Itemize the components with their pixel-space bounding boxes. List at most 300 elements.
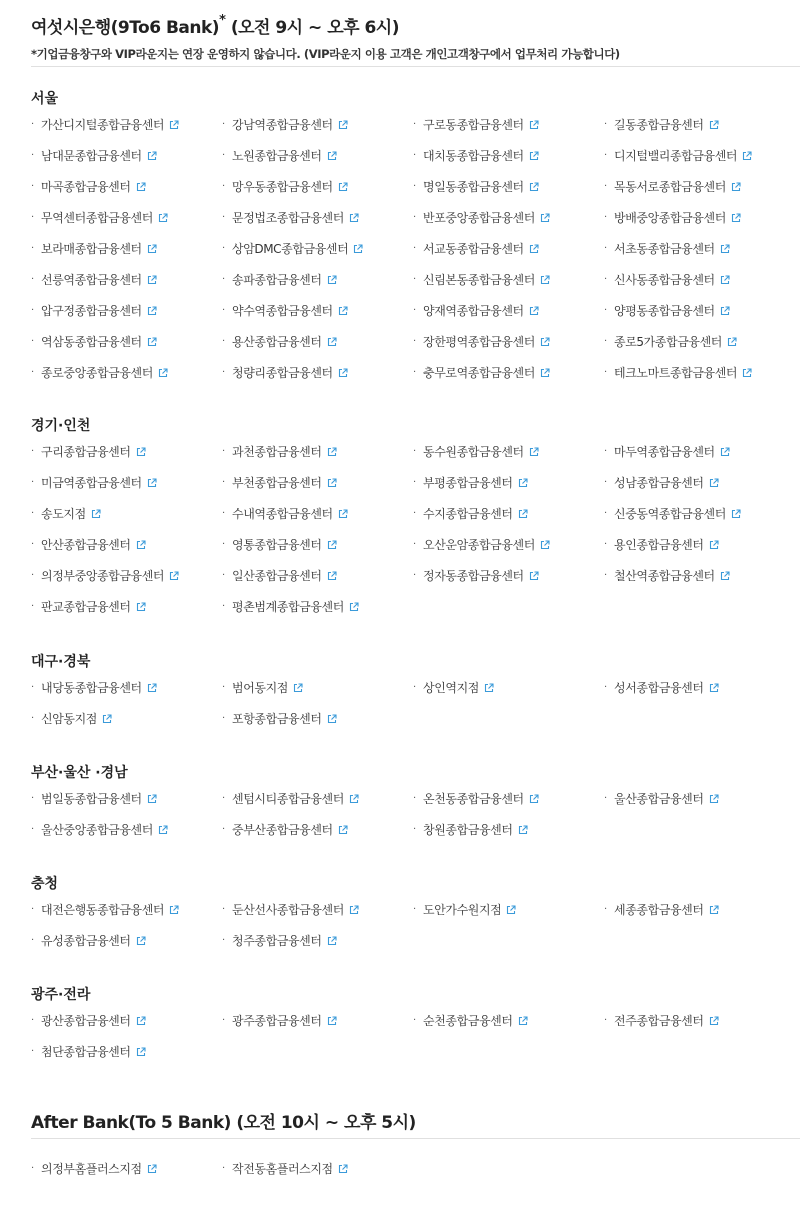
branch-link[interactable] (604, 177, 800, 196)
branch-name[interactable]: 서초동종합금융센터 (614, 242, 715, 256)
branch-name[interactable]: 범어동지점 (232, 681, 288, 695)
bullet-dot-icon: · (604, 682, 607, 693)
branch-link[interactable] (31, 363, 222, 382)
region-title: 서울 (31, 91, 59, 107)
branch-name[interactable]: 판교종합금융센터 (41, 600, 131, 614)
branch-link[interactable] (222, 363, 413, 382)
branch-name[interactable]: 방배중앙종합금융센터 (614, 211, 726, 225)
external-link-icon[interactable] (147, 1164, 157, 1174)
external-link-icon[interactable] (327, 936, 337, 946)
branch-name[interactable]: 종로5가종합금융센터 (614, 335, 722, 349)
branch-link[interactable] (222, 597, 413, 616)
branch-name[interactable]: 평촌범계종합금융센터 (232, 600, 344, 614)
branch-link[interactable] (31, 442, 222, 461)
branch-name[interactable]: 청주종합금융센터 (232, 934, 322, 948)
external-link-icon[interactable] (327, 714, 337, 724)
branch-link[interactable] (31, 239, 222, 258)
external-link-icon[interactable] (540, 368, 550, 378)
external-link-icon[interactable] (327, 337, 337, 347)
bullet-dot-icon: · (31, 904, 34, 915)
external-link-icon[interactable] (349, 905, 359, 915)
branch-name[interactable]: 목동서로종합금융센터 (614, 180, 726, 194)
branch-name[interactable]: 강남역종합금융센터 (232, 118, 333, 132)
external-link-icon[interactable] (349, 213, 359, 223)
branch-link[interactable] (31, 789, 222, 808)
branch-link[interactable] (31, 115, 222, 134)
branch-link[interactable] (604, 900, 800, 919)
branch-link[interactable] (222, 301, 413, 320)
external-link-icon[interactable] (529, 244, 539, 254)
branch-name[interactable]: 둔산선사종합금융센터 (232, 903, 344, 917)
branch-name[interactable]: 종로중앙종합금융센터 (41, 366, 153, 380)
branch-name[interactable]: 신사동종합금융센터 (614, 273, 715, 287)
bullet-dot-icon: · (604, 570, 607, 581)
external-link-icon[interactable] (102, 714, 112, 724)
external-link-icon[interactable] (147, 794, 157, 804)
branch-name[interactable]: 광주종합금융센터 (232, 1014, 322, 1028)
external-link-icon[interactable] (709, 540, 719, 550)
branch-link[interactable] (413, 301, 604, 320)
branch-link[interactable] (31, 597, 222, 616)
branch-name[interactable]: 대치동종합금융센터 (423, 149, 524, 163)
branch-link[interactable] (604, 301, 800, 320)
branch-name[interactable]: 의정부중앙종합금융센터 (41, 569, 165, 583)
external-link-icon[interactable] (709, 905, 719, 915)
external-link-icon[interactable] (349, 602, 359, 612)
external-link-icon[interactable] (136, 182, 146, 192)
external-link-icon[interactable] (338, 1164, 348, 1174)
external-link-icon[interactable] (709, 120, 719, 130)
bullet-dot-icon: · (222, 477, 225, 488)
bullet-dot-icon: · (413, 824, 416, 835)
bullet-dot-icon: · (604, 508, 607, 519)
branch-link[interactable] (222, 566, 413, 585)
branch-name[interactable]: 디지털밸리종합금융센터 (614, 149, 738, 163)
branch-link[interactable] (31, 208, 222, 227)
branch-link[interactable] (222, 789, 413, 808)
external-link-icon[interactable] (169, 571, 179, 581)
branch-link[interactable] (31, 678, 222, 697)
external-link-icon[interactable] (158, 213, 168, 223)
external-link-icon[interactable] (709, 478, 719, 488)
external-link-icon[interactable] (293, 683, 303, 693)
section-title-mark: * (219, 13, 226, 29)
bullet-dot-icon: · (31, 1015, 34, 1026)
branch-link[interactable] (222, 270, 413, 289)
branch-name[interactable]: 압구정종합금융센터 (41, 304, 142, 318)
external-link-icon[interactable] (742, 368, 752, 378)
branch-name[interactable]: 양재역종합금융센터 (423, 304, 524, 318)
bullet-dot-icon: · (31, 212, 34, 223)
branch-link[interactable] (413, 270, 604, 289)
branch-link[interactable] (31, 301, 222, 320)
branch-name[interactable]: 세종종합금융센터 (614, 903, 704, 917)
bullet-dot-icon: · (222, 682, 225, 693)
region-title: 경기·인천 (31, 418, 91, 434)
branch-name[interactable]: 부평종합금융센터 (423, 476, 513, 490)
branch-name[interactable]: 신암동지점 (41, 712, 97, 726)
external-link-icon[interactable] (518, 478, 528, 488)
branch-name[interactable]: 첨단종합금융센터 (41, 1045, 131, 1059)
branch-name[interactable]: 동수원종합금융센터 (423, 445, 524, 459)
branch-link[interactable] (604, 535, 800, 554)
branch-name[interactable]: 영통종합금융센터 (232, 538, 322, 552)
external-link-icon[interactable] (338, 306, 348, 316)
branch-link[interactable] (413, 442, 604, 461)
external-link-icon[interactable] (529, 182, 539, 192)
branch-name[interactable]: 송도지점 (41, 507, 86, 521)
branch-link[interactable] (413, 115, 604, 134)
branch-name[interactable]: 장한평역종합금융센터 (423, 335, 535, 349)
branch-list (31, 678, 800, 740)
branch-list (31, 1011, 800, 1073)
branch-link[interactable] (222, 115, 413, 134)
external-link-icon[interactable] (136, 540, 146, 550)
external-link-icon[interactable] (540, 540, 550, 550)
branch-link[interactable] (604, 239, 800, 258)
branch-link[interactable] (222, 332, 413, 351)
external-link-icon[interactable] (484, 683, 494, 693)
branch-link[interactable] (413, 820, 604, 839)
branch-link[interactable] (604, 146, 800, 165)
branch-link[interactable] (604, 270, 800, 289)
branch-link[interactable] (31, 535, 222, 554)
external-link-icon[interactable] (327, 447, 337, 457)
branch-link[interactable] (31, 1159, 222, 1178)
branch-name[interactable]: 역삼동종합금융센터 (41, 335, 142, 349)
external-link-icon[interactable] (136, 936, 146, 946)
branch-name[interactable]: 광산종합금융센터 (41, 1014, 131, 1028)
branch-name[interactable]: 보라매종합금융센터 (41, 242, 142, 256)
external-link-icon[interactable] (327, 1016, 337, 1026)
bullet-dot-icon: · (31, 793, 34, 804)
region-title: 광주·전라 (31, 987, 91, 1003)
branch-link[interactable] (222, 678, 413, 697)
external-link-icon[interactable] (338, 825, 348, 835)
external-link-icon[interactable] (147, 244, 157, 254)
branch-link[interactable] (222, 239, 413, 258)
branch-name[interactable]: 오산운암종합금융센터 (423, 538, 535, 552)
branch-name[interactable]: 창원종합금융센터 (423, 823, 513, 837)
external-link-icon[interactable] (338, 368, 348, 378)
branch-name[interactable]: 송파종합금융센터 (232, 273, 322, 287)
branch-name[interactable]: 노원종합금융센터 (232, 149, 322, 163)
branch-link[interactable] (31, 270, 222, 289)
external-link-icon[interactable] (338, 509, 348, 519)
branch-link[interactable] (31, 1011, 222, 1030)
branch-name[interactable]: 부천종합금융센터 (232, 476, 322, 490)
bullet-dot-icon: · (222, 935, 225, 946)
branch-link[interactable] (413, 504, 604, 523)
external-link-icon[interactable] (353, 244, 363, 254)
branch-link[interactable] (222, 931, 413, 950)
branch-name[interactable]: 충무로역종합금융센터 (423, 366, 535, 380)
branch-name[interactable]: 문정법조종합금융센터 (232, 211, 344, 225)
external-link-icon[interactable] (158, 825, 168, 835)
bullet-dot-icon: · (222, 601, 225, 612)
branch-name[interactable]: 중부산종합금융센터 (232, 823, 333, 837)
bullet-dot-icon: · (604, 336, 607, 347)
branch-list (31, 115, 800, 394)
branch-name[interactable]: 마두역종합금융센터 (614, 445, 715, 459)
branch-name[interactable]: 성남종합금융센터 (614, 476, 704, 490)
external-link-icon[interactable] (169, 905, 179, 915)
branch-link[interactable] (604, 789, 800, 808)
branch-name[interactable]: 울산종합금융센터 (614, 792, 704, 806)
branch-link[interactable] (222, 177, 413, 196)
branch-link[interactable] (222, 473, 413, 492)
section-title-after-bank: After Bank(To 5 Bank) (오전 10시 ~ 오후 5시) (31, 1113, 416, 1133)
branch-name[interactable]: 남대문종합금융센터 (41, 149, 142, 163)
branch-link[interactable] (413, 789, 604, 808)
branch-link[interactable] (604, 504, 800, 523)
bullet-dot-icon: · (222, 212, 225, 223)
branch-name[interactable]: 내당동종합금융센터 (41, 681, 142, 695)
bullet-dot-icon: · (604, 212, 607, 223)
external-link-icon[interactable] (338, 182, 348, 192)
branch-link[interactable] (413, 535, 604, 554)
external-link-icon[interactable] (540, 337, 550, 347)
branch-name[interactable]: 안산종합금융센터 (41, 538, 131, 552)
branch-link[interactable] (413, 208, 604, 227)
branch-name[interactable]: 의정부홈플러스지점 (41, 1162, 142, 1176)
branch-link[interactable] (222, 820, 413, 839)
external-link-icon[interactable] (327, 478, 337, 488)
external-link-icon[interactable] (529, 571, 539, 581)
bullet-dot-icon: · (413, 336, 416, 347)
branch-name[interactable]: 구로동종합금융센터 (423, 118, 524, 132)
branch-link[interactable] (31, 332, 222, 351)
external-link-icon[interactable] (540, 275, 550, 285)
branch-name[interactable]: 양평동종합금융센터 (614, 304, 715, 318)
branch-list (31, 442, 800, 628)
notice-text: *기업금융창구와 VIP라운지는 연장 운영하지 않습니다. (VIP라운지 이용 고객은 개인고객창구에서 업무처리 가능합니다) (31, 47, 620, 61)
external-link-icon[interactable] (720, 244, 730, 254)
branch-link[interactable] (222, 442, 413, 461)
bullet-dot-icon: · (222, 150, 225, 161)
bullet-dot-icon: · (31, 601, 34, 612)
branch-link[interactable] (31, 820, 222, 839)
external-link-icon[interactable] (529, 447, 539, 457)
external-link-icon[interactable] (147, 151, 157, 161)
branch-link[interactable] (31, 177, 222, 196)
branch-name[interactable]: 길동종합금융센터 (614, 118, 704, 132)
external-link-icon[interactable] (147, 337, 157, 347)
external-link-icon[interactable] (506, 905, 516, 915)
external-link-icon[interactable] (136, 602, 146, 612)
external-link-icon[interactable] (518, 509, 528, 519)
branch-link[interactable] (604, 363, 800, 382)
branch-name[interactable]: 가산디지털종합금융센터 (41, 118, 165, 132)
branch-link[interactable] (413, 146, 604, 165)
branch-link[interactable] (222, 208, 413, 227)
branch-link[interactable] (31, 504, 222, 523)
branch-link[interactable] (413, 1011, 604, 1030)
external-link-icon[interactable] (147, 478, 157, 488)
branch-link[interactable] (31, 146, 222, 165)
branch-link[interactable] (222, 900, 413, 919)
branch-link[interactable] (604, 1011, 800, 1030)
bullet-dot-icon: · (604, 243, 607, 254)
region-title: 부산·울산 ·경남 (31, 765, 128, 781)
branch-link[interactable] (604, 473, 800, 492)
external-link-icon[interactable] (327, 540, 337, 550)
external-link-icon[interactable] (349, 794, 359, 804)
branch-link[interactable] (222, 709, 413, 728)
branch-name[interactable]: 대전은행동종합금융센터 (41, 903, 165, 917)
bullet-dot-icon: · (222, 181, 225, 192)
branch-name[interactable]: 반포중앙종합금융센터 (423, 211, 535, 225)
bullet-dot-icon: · (413, 682, 416, 693)
branch-name[interactable]: 센텀시티종합금융센터 (232, 792, 344, 806)
branch-name[interactable]: 수지종합금융센터 (423, 507, 513, 521)
branch-link[interactable] (31, 931, 222, 950)
bullet-dot-icon: · (31, 181, 34, 192)
bullet-dot-icon: · (413, 181, 416, 192)
branch-name[interactable]: 작전동홈플러스지점 (232, 1162, 333, 1176)
bullet-dot-icon: · (31, 367, 34, 378)
branch-name[interactable]: 상인역지점 (423, 681, 479, 695)
external-link-icon[interactable] (720, 275, 730, 285)
branch-name[interactable]: 온천동종합금융센터 (423, 792, 524, 806)
bullet-dot-icon: · (604, 1015, 607, 1026)
branch-name[interactable]: 선릉역종합금융센터 (41, 273, 142, 287)
branch-link[interactable] (604, 566, 800, 585)
external-link-icon[interactable] (136, 447, 146, 457)
branch-name[interactable]: 구리종합금융센터 (41, 445, 131, 459)
branch-name[interactable]: 테크노마트종합금융센터 (614, 366, 738, 380)
branch-name[interactable]: 도안가수원지점 (423, 903, 502, 917)
branch-name[interactable]: 과천종합금융센터 (232, 445, 322, 459)
external-link-icon[interactable] (540, 213, 550, 223)
branch-link[interactable] (413, 473, 604, 492)
bullet-dot-icon: · (222, 1163, 225, 1174)
external-link-icon[interactable] (327, 571, 337, 581)
branch-name[interactable]: 일산종합금융센터 (232, 569, 322, 583)
branch-link[interactable] (413, 566, 604, 585)
branch-link[interactable] (413, 177, 604, 196)
external-link-icon[interactable] (91, 509, 101, 519)
branch-link[interactable] (413, 239, 604, 258)
branch-name[interactable]: 전주종합금융센터 (614, 1014, 704, 1028)
external-link-icon[interactable] (731, 213, 741, 223)
external-link-icon[interactable] (147, 683, 157, 693)
external-link-icon[interactable] (338, 120, 348, 130)
external-link-icon[interactable] (709, 683, 719, 693)
bullet-dot-icon: · (413, 212, 416, 223)
external-link-icon[interactable] (136, 1016, 146, 1026)
branch-name[interactable]: 순천종합금융센터 (423, 1014, 513, 1028)
branch-name[interactable]: 미금역종합금융센터 (41, 476, 142, 490)
external-link-icon[interactable] (158, 368, 168, 378)
branch-name[interactable]: 용산종합금융센터 (232, 335, 322, 349)
branch-name[interactable]: 무역센터종합금융센터 (41, 211, 153, 225)
branch-link[interactable] (31, 566, 222, 585)
bullet-dot-icon: · (222, 1015, 225, 1026)
external-link-icon[interactable] (720, 571, 730, 581)
branch-link[interactable] (222, 535, 413, 554)
branch-link[interactable] (604, 678, 800, 697)
branch-link[interactable] (413, 332, 604, 351)
branch-name[interactable]: 범일동종합금융센터 (41, 792, 142, 806)
external-link-icon[interactable] (709, 794, 719, 804)
bullet-dot-icon: · (604, 904, 607, 915)
branch-link[interactable] (604, 332, 800, 351)
external-link-icon[interactable] (518, 825, 528, 835)
branch-link[interactable] (604, 208, 800, 227)
branch-name[interactable]: 청량리종합금융센터 (232, 366, 333, 380)
branch-name[interactable]: 정자동종합금융센터 (423, 569, 524, 583)
branch-link[interactable] (604, 115, 800, 134)
branch-name[interactable]: 포항종합금융센터 (232, 712, 322, 726)
branch-name[interactable]: 철산역종합금융센터 (614, 569, 715, 583)
bullet-dot-icon: · (413, 477, 416, 488)
external-link-icon[interactable] (518, 1016, 528, 1026)
external-link-icon[interactable] (529, 120, 539, 130)
external-link-icon[interactable] (327, 275, 337, 285)
branch-name[interactable]: 신중동역종합금융센터 (614, 507, 726, 521)
bullet-dot-icon: · (413, 367, 416, 378)
branch-link[interactable] (222, 146, 413, 165)
external-link-icon[interactable] (727, 337, 737, 347)
branch-link[interactable] (413, 363, 604, 382)
bullet-dot-icon: · (222, 713, 225, 724)
external-link-icon[interactable] (720, 306, 730, 316)
external-link-icon[interactable] (147, 306, 157, 316)
external-link-icon[interactable] (720, 447, 730, 457)
external-link-icon[interactable] (136, 1047, 146, 1057)
branch-link[interactable] (222, 1011, 413, 1030)
external-link-icon[interactable] (529, 151, 539, 161)
branch-link[interactable] (31, 900, 222, 919)
external-link-icon[interactable] (169, 120, 179, 130)
branch-name[interactable]: 울산중앙종합금융센터 (41, 823, 153, 837)
external-link-icon[interactable] (709, 1016, 719, 1026)
external-link-icon[interactable] (529, 794, 539, 804)
external-link-icon[interactable] (529, 306, 539, 316)
external-link-icon[interactable] (731, 509, 741, 519)
external-link-icon[interactable] (731, 182, 741, 192)
branch-link[interactable] (222, 1159, 413, 1178)
external-link-icon[interactable] (327, 151, 337, 161)
external-link-icon[interactable] (742, 151, 752, 161)
branch-link[interactable] (604, 442, 800, 461)
branch-link[interactable] (413, 678, 604, 697)
bullet-dot-icon: · (31, 713, 34, 724)
external-link-icon[interactable] (147, 275, 157, 285)
branch-link[interactable] (31, 473, 222, 492)
bullet-dot-icon: · (222, 367, 225, 378)
branch-name[interactable]: 유성종합금융센터 (41, 934, 131, 948)
branch-name[interactable]: 성서종합금융센터 (614, 681, 704, 695)
branch-name[interactable]: 명일동종합금융센터 (423, 180, 524, 194)
branch-name[interactable]: 약수역종합금융센터 (232, 304, 333, 318)
branch-link[interactable] (413, 900, 604, 919)
branch-name[interactable]: 신림본동종합금융센터 (423, 273, 535, 287)
branch-name[interactable]: 용인종합금융센터 (614, 538, 704, 552)
branch-link[interactable] (31, 1042, 222, 1061)
branch-name[interactable]: 망우동종합금융센터 (232, 180, 333, 194)
section-title-text: 여섯시은행(9To6 Bank) (31, 18, 220, 38)
bullet-dot-icon: · (413, 305, 416, 316)
bullet-dot-icon: · (222, 793, 225, 804)
branch-name[interactable]: 서교동종합금융센터 (423, 242, 524, 256)
branch-name[interactable]: 마곡종합금융센터 (41, 180, 131, 194)
branch-name[interactable]: 상암DMC종합금융센터 (232, 242, 349, 256)
branch-name[interactable]: 수내역종합금융센터 (232, 507, 333, 521)
branch-link[interactable] (222, 504, 413, 523)
branch-link[interactable] (31, 709, 222, 728)
